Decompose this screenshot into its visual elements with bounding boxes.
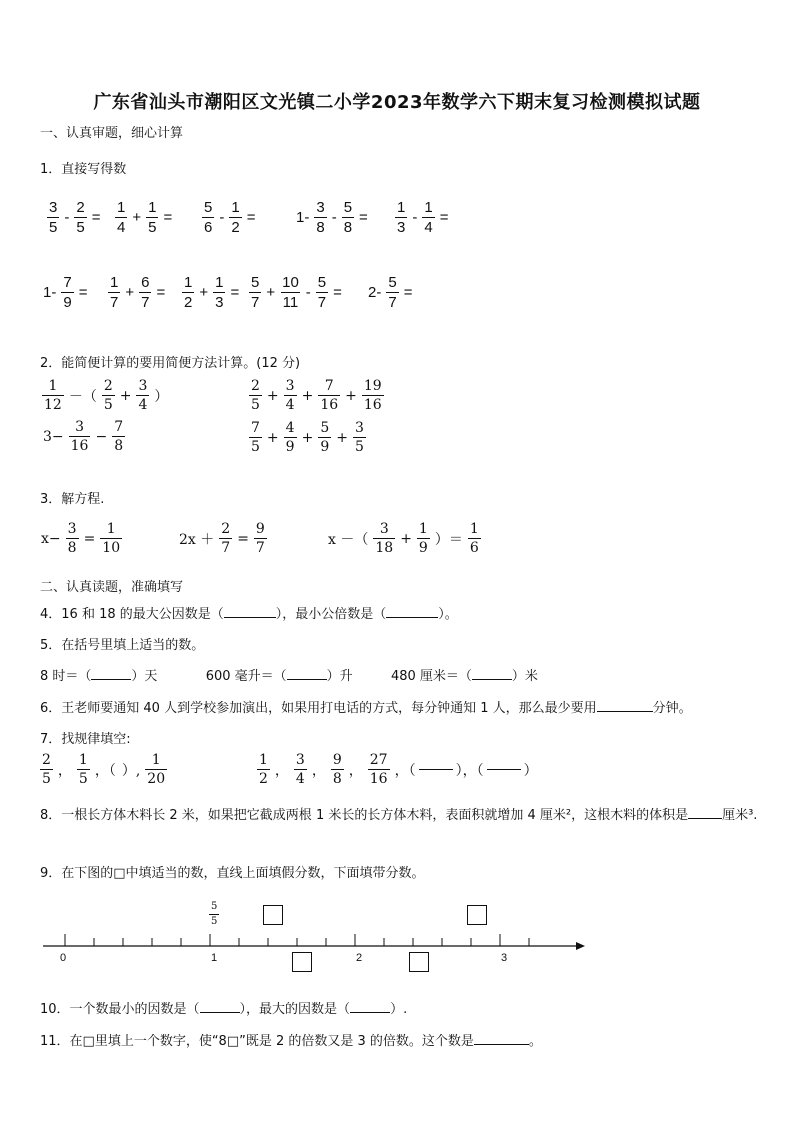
- fraction: $\frac{1}{9}$: [418, 521, 428, 556]
- q9-number-line: [40, 900, 585, 970]
- operator: +: [266, 429, 279, 446]
- operator: ），（: [455, 762, 484, 779]
- q10: 10．一个数最小的因数是（ ），最大的因数是（ ）.: [40, 1002, 408, 1017]
- fraction: 7 5: [251, 420, 260, 455]
- q1-expr: [393, 200, 451, 235]
- operator: −: [95, 428, 108, 445]
- fraction: $\frac{19}{16}$: [363, 378, 382, 413]
- operator: ）: [154, 388, 169, 405]
- q5-blank-meter[interactable]: [472, 679, 512, 680]
- fraction: $\frac{3}{8}$: [67, 521, 77, 556]
- q2-expr-3: [40, 420, 127, 453]
- q2-expr-2: [247, 379, 386, 412]
- tick-label-1: 1: [211, 952, 218, 964]
- operator: x−: [41, 530, 61, 547]
- operator: －（: [68, 388, 97, 405]
- fraction: 3 4: [295, 752, 305, 787]
- fraction: 3 5: [49, 199, 58, 236]
- number-line-arrow: [576, 942, 585, 950]
- operator: +: [301, 387, 314, 404]
- fraction: $\frac{6}{7}$: [141, 274, 150, 311]
- section-1-heading: 一、认真审题，细心计算: [40, 126, 184, 141]
- q5-blank-day[interactable]: [91, 679, 131, 680]
- fraction: 3 8: [316, 199, 325, 236]
- fraction: $\frac{7}{16}$: [320, 378, 339, 413]
- operator: ，: [57, 762, 72, 779]
- fraction: $\frac{7}{8}$: [114, 419, 124, 454]
- operator: -: [412, 209, 418, 226]
- fraction: $\frac{1}{10}$: [102, 521, 121, 556]
- fraction: $\frac{5}{8}$: [343, 199, 353, 236]
- operator: ）＝: [434, 531, 463, 548]
- operator: -: [305, 284, 311, 301]
- operator: 1-: [43, 284, 57, 301]
- fraction: $\frac{2}{7}$: [221, 521, 231, 556]
- fraction: 2 5: [251, 378, 260, 413]
- q10-blank-min[interactable]: [200, 1012, 240, 1013]
- q9-label: 9．在下图的□中填适当的数，直线上面填假分数，下面填带分数。: [40, 866, 425, 881]
- fraction: $\frac{1}{2}$: [231, 199, 240, 236]
- operator: ）,: [121, 762, 141, 779]
- q11-blank[interactable]: [474, 1044, 529, 1045]
- q1-expr: [293, 200, 371, 235]
- operator: ，: [311, 762, 326, 779]
- operator: +: [301, 429, 314, 446]
- operator: =: [163, 209, 173, 226]
- operator: =: [156, 284, 166, 301]
- operator: ）: [523, 762, 538, 779]
- fraction: 1 4: [117, 199, 126, 236]
- operator: +: [125, 284, 135, 301]
- tick-label-2: 2: [356, 952, 363, 964]
- tick-label-0: 0: [60, 952, 67, 964]
- operator: =: [439, 209, 449, 226]
- tick-label-3: 3: [501, 952, 508, 964]
- q1-expr: [113, 200, 175, 235]
- operator: +: [266, 284, 276, 301]
- operator: +: [400, 530, 412, 547]
- fraction: $\frac{5}{7}$: [388, 274, 397, 311]
- fraction: 27 16: [369, 752, 388, 787]
- operator: +: [336, 429, 348, 446]
- operator: -: [64, 209, 70, 226]
- fraction: 9 8: [332, 752, 342, 787]
- q1-expr: [106, 275, 168, 310]
- operator: +: [345, 387, 357, 404]
- q5-label: 5．在括号里填上适当的数。: [40, 638, 205, 653]
- fraction: 2 5: [42, 752, 51, 787]
- operator: =: [237, 530, 249, 547]
- fraction: 5 6: [204, 199, 213, 236]
- operator: =: [333, 284, 342, 301]
- operator: +: [266, 387, 279, 404]
- answer-box-bottom-1[interactable]: [292, 952, 312, 972]
- sequence-blank[interactable]: [419, 769, 453, 770]
- operator: ，: [274, 762, 289, 779]
- q4: 4．16 和 18 的最大公因数是（ ），最小公倍数是（ ）。: [40, 607, 458, 622]
- operator: =: [403, 284, 413, 301]
- fraction: 1 3: [397, 199, 406, 236]
- q1-expr: [180, 275, 242, 310]
- q7-sequence-2: [255, 753, 541, 786]
- page-title: 广东省汕头市潮阳区文光镇二小学2023年数学六下期末复习检测模拟试题: [93, 92, 701, 113]
- operator: 3−: [43, 428, 64, 445]
- fraction: 5 7: [251, 274, 260, 311]
- operator: -: [219, 209, 225, 226]
- operator: 2-: [368, 284, 382, 301]
- fraction: $\frac{9}{7}$: [255, 521, 265, 556]
- q8: 8．一根长方体木料长 2 米，如果把它截成两根 1 米长的长方体木料，表面积就增加 4 厘米²，这根木料的体积是 厘米³.: [40, 808, 758, 823]
- fraction: $\frac{1}{4}$: [424, 199, 433, 236]
- q1-expr: [40, 275, 90, 310]
- operator: =: [91, 209, 101, 226]
- fraction: $\frac{3}{5}$: [354, 420, 364, 455]
- operator: x －（: [328, 531, 369, 548]
- operator: =: [78, 284, 88, 301]
- fraction: $\frac{4}{9}$: [285, 420, 295, 455]
- fraction: $\frac{3}{4}$: [138, 378, 148, 413]
- fraction: 1 5: [78, 752, 88, 787]
- mark-fraction: 5 5: [211, 901, 218, 927]
- q1-expr: [365, 275, 415, 310]
- q3-equation-3: [325, 522, 483, 555]
- fraction: $\frac{7}{9}$: [63, 274, 72, 311]
- operator: -: [331, 209, 337, 226]
- fraction: 2 5: [103, 378, 113, 413]
- q1-expr: [247, 275, 345, 310]
- q8-blank[interactable]: [688, 818, 722, 819]
- operator: =: [230, 284, 240, 301]
- q3-equation-1: [38, 522, 124, 555]
- answer-box-top-2[interactable]: [467, 905, 487, 925]
- q1-expr: [45, 200, 103, 235]
- fraction: $\frac{5}{9}$: [320, 420, 330, 455]
- sequence-blank[interactable]: [487, 769, 521, 770]
- q10-blank-max[interactable]: [350, 1012, 390, 1013]
- operator: =: [359, 209, 368, 226]
- fraction: 3 18: [375, 521, 394, 556]
- operator: ，（: [94, 762, 116, 779]
- fraction: 1 2: [259, 752, 268, 787]
- operator: +: [199, 284, 209, 301]
- fraction: $\frac{1}{5}$: [148, 199, 157, 236]
- fraction: 1 20: [147, 752, 166, 787]
- fraction: 1 2: [184, 274, 193, 311]
- fraction: $\frac{1}{3}$: [215, 274, 224, 311]
- q6-blank[interactable]: [597, 711, 653, 712]
- operator: +: [132, 209, 142, 226]
- q2-label: 2．能简便计算的要用简便方法计算。(12 分): [40, 356, 301, 371]
- operator: 1-: [296, 209, 310, 226]
- section-2-heading: 二、认真读题，准确填写: [40, 580, 184, 595]
- fraction: 1 7: [110, 274, 119, 311]
- fraction: $\frac{2}{5}$: [76, 199, 85, 236]
- q11: 11．在□里填上一个数字，使“8□”既是 2 的倍数又是 3 的倍数。这个数是 。: [40, 1034, 542, 1049]
- fraction: 1 6: [469, 521, 479, 556]
- number-line-ticks: [65, 934, 529, 946]
- q3-equation-2: [176, 522, 269, 555]
- q5-items: 8 时＝（ ）天 600 毫升＝（ ）升 480 厘米＝（ ）米: [40, 669, 538, 684]
- operator: +: [119, 387, 132, 404]
- q4-blank-lcm[interactable]: [386, 617, 438, 618]
- q1-label: 1．直接写得数: [40, 162, 127, 177]
- operator: ，（: [394, 762, 416, 779]
- q3-label: 3．解方程.: [40, 492, 105, 507]
- q4-blank-gcd[interactable]: [224, 617, 276, 618]
- operator: ，: [348, 762, 363, 779]
- q7-sequence-1: [38, 753, 169, 786]
- q7-label: 7．找规律填空:: [40, 732, 131, 747]
- answer-box-bottom-2[interactable]: [409, 952, 429, 972]
- fraction: $\frac{5}{7}$: [317, 274, 327, 311]
- fraction: $\frac{3}{4}$: [285, 378, 295, 413]
- answer-box-top-1[interactable]: [263, 905, 283, 925]
- q6: 6．王老师要通知 40 人到学校参加演出，如果用打电话的方式，每分钟通知 1 人，那么最少要用 分钟。: [40, 701, 692, 716]
- q5-blank-liter[interactable]: [287, 679, 327, 680]
- fraction: $\frac{10}{11}$: [282, 274, 299, 311]
- q2-expr-4: [247, 421, 368, 454]
- q2-expr-1: [40, 379, 171, 412]
- operator: =: [83, 530, 96, 547]
- fraction: 1 12: [44, 378, 62, 413]
- operator: 2x ＋: [179, 531, 215, 548]
- operator: =: [246, 209, 256, 226]
- q1-expr: [200, 200, 258, 235]
- fraction: $\frac{3}{16}$: [70, 419, 89, 454]
